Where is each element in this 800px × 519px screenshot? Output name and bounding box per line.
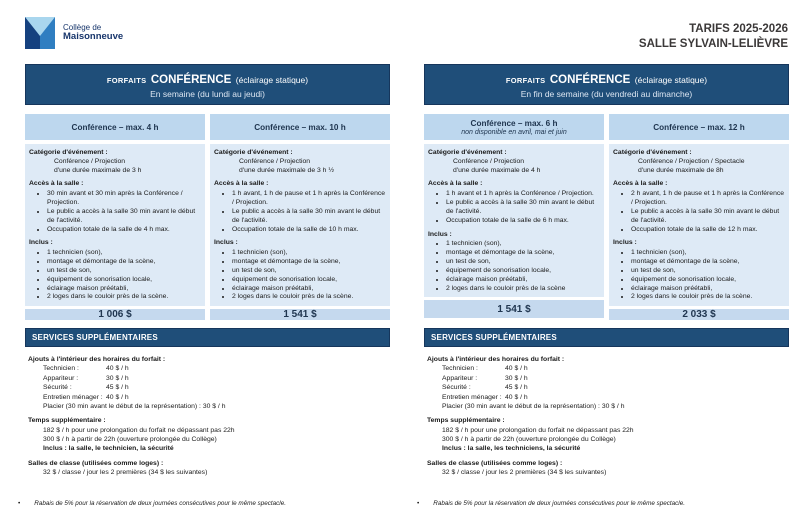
column-title: Conférence – max. 4 h: [71, 122, 159, 132]
included-label: Inclus :: [428, 230, 452, 238]
service-rate-row: [427, 393, 789, 402]
category-line: Conférence / Projection: [453, 157, 525, 165]
service-rate: 45 $ / h: [505, 384, 528, 392]
college-logo: [25, 17, 123, 49]
included-list: [613, 249, 785, 302]
service-name: Sécurité :: [43, 384, 72, 392]
footnote-text: Rabais de 5% pour la réservation de deux journées consécutives pour le même spectacle.: [433, 500, 685, 507]
service-rate-row: [28, 364, 390, 373]
category-line: d'une durée maximale de 4 h: [453, 166, 541, 174]
overtime-included: Inclus : la salle, le technicien, la sécurité: [43, 445, 174, 453]
access-list: [428, 190, 600, 225]
column-body: [609, 144, 789, 306]
panels-container: [0, 64, 800, 519]
banner-title: [26, 70, 389, 88]
service-rate: 30 $ / h: [505, 374, 528, 382]
panel-weekend-columns: [424, 114, 789, 321]
column-title: Conférence – max. 10 h: [254, 122, 346, 132]
college-logo-text: [63, 23, 123, 43]
service-rate-row: [28, 393, 390, 402]
included-item: • montage et démontage de la scène,: [47, 258, 201, 267]
access-label: Accès à la salle :: [428, 180, 483, 188]
included-item: • 2 loges dans le couloir près de la scène.: [631, 293, 785, 302]
price-value: 2 033 $: [609, 309, 789, 320]
included-item: • équipement de sonorisation locale,: [232, 276, 386, 285]
panel-weekend-banner: [424, 64, 789, 105]
included-item: • un test de son,: [47, 267, 201, 276]
included-item: • éclairage maison préétabli,: [232, 285, 386, 294]
service-rate: 30 $ / h: [106, 374, 129, 382]
access-item: • Le public a accès à la salle 30 min avant le début de l'activité.: [232, 208, 386, 226]
price-value: 1 541 $: [424, 300, 604, 318]
overtime-included: Inclus : la salle, les techniciens, la sécurité: [442, 445, 581, 453]
overtime-line: 182 $ / h pour une prolongation du forfait ne dépassant pas 22h: [43, 426, 235, 434]
service-rate: 40 $ / h: [106, 365, 129, 373]
included-item: • montage et démontage de la scène,: [631, 258, 785, 267]
access-item: • 1 h avant, 1 h de pause et 1 h après la Conférence / Projection.: [232, 190, 386, 208]
included-item: • équipement de sonorisation locale,: [446, 267, 600, 276]
column-header: [210, 114, 390, 140]
footnote-bullet-icon: •: [18, 500, 21, 507]
placier-line: Placier (30 min avant le début de la représentation) : 30 $ / h: [442, 402, 625, 410]
access-list: [29, 190, 201, 234]
access-item: • Le public a accès à la salle 30 min avant le début de l'activité.: [446, 199, 600, 217]
category-label: Catégorie d'événement :: [214, 149, 293, 156]
service-rate: 40 $ / h: [505, 365, 528, 373]
banner-subtitle: En semaine (du lundi au jeudi): [150, 89, 265, 99]
panel-weekday-banner: [25, 64, 390, 105]
column-header: [609, 114, 789, 140]
service-rate-row: [28, 383, 390, 392]
access-item: • 1 h avant et 1 h après la Conférence / Projection.: [446, 190, 600, 199]
column-body: [210, 144, 390, 306]
classrooms-label: Salles de classe (utilisées comme loges) :: [28, 459, 164, 467]
footnote-bullet-icon: •: [417, 500, 420, 507]
included-list: [214, 249, 386, 302]
access-item: • Le public a accès à la salle 30 min avant le début de l'activité.: [47, 208, 201, 226]
category-line: Conférence / Projection: [54, 157, 126, 165]
service-name: Sécurité :: [442, 384, 471, 392]
logo-line2: Maisonneuve: [63, 31, 124, 43]
included-item: • éclairage maison préétabli,: [631, 285, 785, 294]
column-conference-6h: [424, 114, 604, 318]
service-rate: 40 $ / h: [106, 393, 129, 401]
price-value: 1 006 $: [25, 309, 205, 320]
included-list: [29, 249, 201, 302]
included-item: • équipement de sonorisation locale,: [631, 276, 785, 285]
access-label: Accès à la salle :: [29, 180, 84, 188]
included-item: • éclairage maison préétabli,: [446, 276, 600, 285]
overtime-line: 182 $ / h pour une prolongation du forfait ne dépassant pas 22h: [442, 426, 634, 434]
category-line: d'une durée maximale de 8h: [638, 166, 724, 174]
column-header: [25, 114, 205, 140]
panel-weekday: [18, 64, 390, 519]
footnote: [417, 500, 789, 519]
included-item: • montage et démontage de la scène,: [232, 258, 386, 267]
classrooms-value: 32 $ / classe / jour les 2 premières (34 $ les suivantes): [43, 469, 208, 477]
banner-title: [425, 70, 788, 88]
included-label: Inclus :: [29, 239, 53, 247]
overtime-line: 300 $ / h à partir de 22h (ouverture prolongée du Collège): [442, 436, 616, 443]
logo-line1: Collège de: [63, 22, 102, 32]
included-item: • 1 technicien (son),: [631, 249, 785, 258]
overtime-label: Temps supplémentaire :: [427, 417, 505, 425]
category-line: d'une durée maximale de 3 h ½: [239, 166, 335, 174]
panel-weekday-columns: [25, 114, 390, 321]
column-body: [25, 144, 205, 306]
access-list: [214, 190, 386, 234]
service-name: Technicien :: [442, 365, 478, 373]
service-name: Technicien :: [43, 365, 79, 373]
category-label: Catégorie d'événement :: [29, 149, 108, 156]
included-label: Inclus :: [613, 239, 637, 247]
service-name: Entretien ménager :: [442, 393, 502, 401]
service-name: Entretien ménager :: [43, 393, 103, 401]
included-item: • un test de son,: [446, 258, 600, 267]
access-item: • Le public a accès à la salle 30 min avant le début de l'activité.: [631, 208, 785, 226]
footnote: [18, 500, 390, 519]
included-item: • 1 technicien (son),: [47, 249, 201, 258]
included-item: • 1 technicien (son),: [232, 249, 386, 258]
service-rate-row: [427, 374, 789, 383]
access-label: Accès à la salle :: [613, 180, 668, 188]
access-item: • Occupation totale de la salle de 12 h max.: [631, 226, 785, 235]
classrooms-label: Salles de classe (utilisées comme loges) :: [427, 459, 563, 467]
banner-prefix: FORFAITS: [106, 76, 147, 85]
service-rate-row: [427, 364, 789, 373]
included-list: [428, 240, 600, 293]
access-item: • 30 min avant et 30 min après la Conférence / Projection.: [47, 190, 201, 208]
service-rate: 45 $ / h: [106, 384, 129, 392]
column-title: Conférence – max. 12 h: [653, 122, 745, 132]
included-item: • 1 technicien (son),: [446, 240, 600, 249]
access-item: • Occupation totale de la salle de 10 h max.: [232, 226, 386, 235]
services-body: [25, 355, 390, 478]
banner-main: CONFÉRENCE: [549, 74, 631, 86]
banner-suffix: (éclairage statique): [235, 75, 309, 85]
included-item: • équipement de sonorisation locale,: [47, 276, 201, 285]
classrooms-value: 32 $ / classe / jour les 2 premières (34 $ les suivantes): [442, 469, 607, 477]
service-name: Appariteur :: [442, 374, 478, 382]
included-label: Inclus :: [214, 239, 238, 247]
access-item: • Occupation totale de la salle de 4 h max.: [47, 226, 201, 235]
column-conference-12h: [609, 114, 789, 321]
column-body: [424, 144, 604, 297]
footnote-text: Rabais de 5% pour la réservation de deux journées consécutives pour le même spectacle.: [34, 500, 286, 507]
column-title: Conférence – max. 6 h: [470, 118, 558, 128]
service-rate-row: [28, 374, 390, 383]
column-header: [424, 114, 604, 140]
services-title: SERVICES SUPPLÉMENTAIRES: [25, 328, 390, 347]
included-item: • éclairage maison préétabli,: [47, 285, 201, 294]
additions-label: Ajouts à l'intérieur des horaires du forfait :: [28, 356, 166, 363]
category-label: Catégorie d'événement :: [428, 149, 507, 156]
included-item: • 2 loges dans le couloir près de la scène: [446, 285, 600, 294]
banner-prefix: FORFAITS: [505, 76, 546, 85]
price-value: 1 541 $: [210, 309, 390, 320]
overtime-line: 300 $ / h à partir de 22h (ouverture prolongée du Collège): [43, 436, 217, 443]
access-list: [613, 190, 785, 234]
document-header: [0, 0, 800, 64]
access-label: Accès à la salle :: [214, 180, 269, 188]
included-item: • montage et démontage de la scène,: [446, 249, 600, 258]
category-label: Catégorie d'événement :: [613, 149, 692, 156]
services-body: [424, 355, 789, 478]
college-logo-icon: [25, 17, 55, 49]
services-title: SERVICES SUPPLÉMENTAIRES: [424, 328, 789, 347]
page-title: [639, 17, 788, 52]
category-line: Conférence / Projection / Spectacle: [638, 157, 745, 165]
included-item: • 2 loges dans le couloir près de la scène.: [47, 293, 201, 302]
service-rate-row: [427, 383, 789, 392]
additions-label: Ajouts à l'intérieur des horaires du forfait :: [427, 356, 565, 363]
title-line-salle: SALLE SYLVAIN-LELIÈVRE: [638, 38, 788, 50]
placier-line: Placier (30 min avant le début de la représentation) : 30 $ / h: [43, 402, 226, 410]
included-item: • 2 loges dans le couloir près de la scène.: [232, 293, 386, 302]
access-item: • 2 h avant, 1 h de pause et 1 h après la Conférence / Projection.: [631, 190, 785, 208]
access-item: • Occupation totale de la salle de 6 h max.: [446, 217, 600, 226]
column-conference-4h: [25, 114, 205, 321]
banner-main: CONFÉRENCE: [150, 74, 232, 86]
banner-suffix: (éclairage statique): [634, 75, 708, 85]
category-line: Conférence / Projection: [239, 157, 311, 165]
service-name: Appariteur :: [43, 374, 79, 382]
banner-subtitle: En fin de semaine (du vendredi au dimanche): [520, 89, 693, 99]
category-line: d'une durée maximale de 3 h: [54, 166, 142, 174]
title-line-tarifs: TARIFS 2025-2026: [689, 23, 788, 35]
column-conference-10h: [210, 114, 390, 321]
included-item: • un test de son,: [232, 267, 386, 276]
overtime-label: Temps supplémentaire :: [28, 417, 106, 425]
service-rate: 40 $ / h: [505, 393, 528, 401]
column-note: non disponible en avril, mai et juin: [461, 128, 567, 136]
included-item: • un test de son,: [631, 267, 785, 276]
panel-weekend: [417, 64, 789, 519]
